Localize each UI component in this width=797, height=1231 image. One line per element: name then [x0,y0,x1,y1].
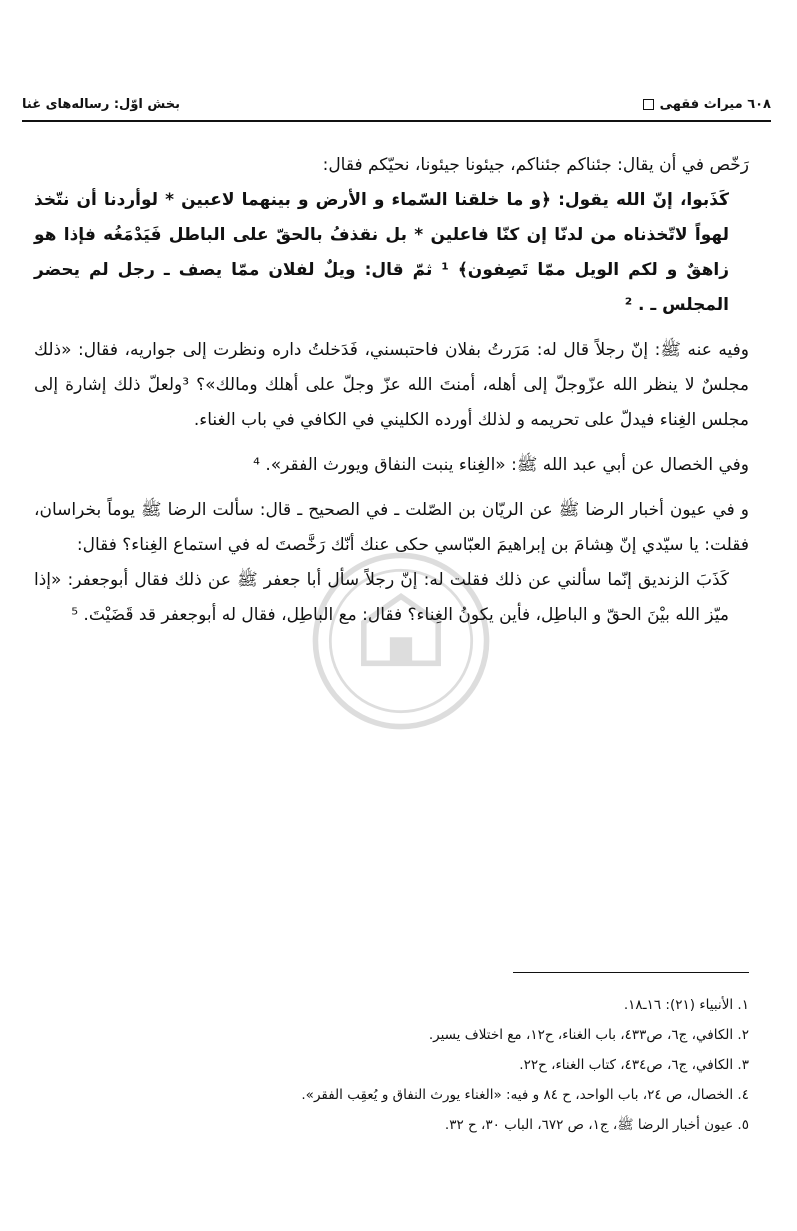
paragraph-2: وفيه عنه ﷺ: إنّ رجلاً قال له: مَرَرتُ بفلان فاحتبسني، فَدَخلتُ داره ونظرت إلى جواريه، فقال: «ذلك مجلسٌ لا ينظر الله عزّوجلّ إلى أهله، أمنتَ الله عزّ وجلّ على أهلك ومالك»؟ ³ولعلّ ذلك إشارة إلى مجلس الغِناء فيدلّ على تحريمه و لذلك أورده الكليني في الكافي في باب الغناء. [34,340,750,430]
footnotes [34,990,749,1140]
section-title: بخش اوّل: رساله‌هاى غنا [22,96,181,112]
quoted-block-1: كَذَبوا، إنّ الله يقول: ﴿و ما خلقنا السّماء و الأرض و بينهما لاعبين * لوأردنا أن نتّخذ لهواً لاتّخذناه من لدنّا إن كنّا فاعلين * بل نقذفُ بالحقّ على الباطل فَيَدْمَغُه فإذا هو زاهقٌ و لكم الويل ممّا تَصِفون﴾ ¹ ثمّ قال: ويلٌ لفلان ممّا يصف ـ رجل لم يحضر المجلس ـ . ² [34,190,729,315]
header-divider [22,120,771,122]
page-title: ٦٠٨ ميراث فقهى [659,96,771,112]
main-text [34,148,749,633]
paragraph-3: وفي الخصال عن أبي عبد الله ﷺ: «الغِناء ينبت النفاق ويورث الفقر». ⁴ [253,455,749,475]
running-header [22,92,771,116]
quoted-block-2: كَذَبَ الزنديق إنّما سألني عن ذلك فقلت له: إنّ رجلاً سأل أبا جعفر ﷺ عن ذلك فقال أبوجعفر: «إذا ميّز الله بيْنَ الحقّ و الباطِل، فأين يكونُ الغِناء؟ فقال: مع الباطِل، فقال له أبوجعفر قد قَضَيْتَ. ⁵ [34,570,729,625]
footnote-item: ٣. الكافي، ج٦، ص٤٣٤، كتاب الغناء، ح٢٢. [519,1057,749,1073]
footnote-item: ٢. الكافي، ج٦، ص٤٣٣، باب الغناء، ح١٢، مع اختلاف يسير. [428,1027,749,1043]
paragraph-4: و في عيون أخبار الرضا ﷺ عن الريّان بن الصّلت ـ في الصحيح ـ قال: سألت الرضا ﷺ يوماً بخراسان، فقلت: يا سيّدي إنّ هِشامَ بن إبراهيمَ العبّاسي حكى عنك أنّك رَخَّصتَ له في استماع الغِناء؟ فقال: [34,500,749,555]
intro-paragraph: رَخّص في أن يقال: جئناكم جئناكم، جيئونا جيئونا، نحيّكم فقال: [322,155,749,175]
page-number-title [643,97,771,112]
footnote-item: ٤. الخصال، ص ٢٤، باب الواحد، ح ٨٤ و فيه: «الغناء يورث النفاق و يُعقِب الفقر». [301,1087,749,1103]
square-ornament-icon [643,99,654,110]
footnote-divider [513,972,749,973]
footnote-item: ١. الأنبياء (٢١): ١٦ـ١٨. [623,997,749,1013]
footnote-item: ٥. عيون أخبار الرضا ﷺ، ج١، ص ٦٧٢، الباب ٣٠، ح ٣٢. [444,1117,749,1133]
